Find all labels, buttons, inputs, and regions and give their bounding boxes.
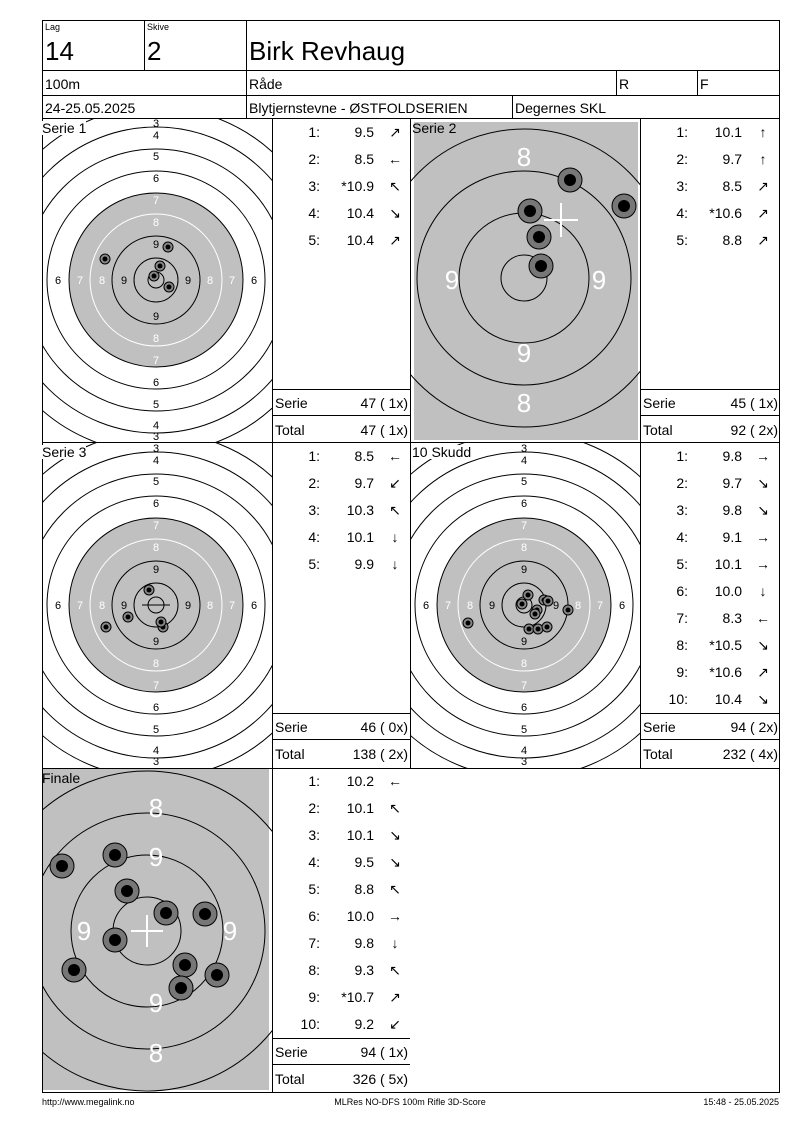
ring-label: 6 [520,498,528,510]
shot-direction-arrow-icon: ↓ [391,556,399,572]
total-label: Total [275,746,305,762]
target-serie-1 [43,119,272,442]
shot-value: 9.7 [722,475,742,491]
shot-direction-arrow-icon: ← [388,151,402,167]
ring-label: 8 [152,217,160,229]
shot-value: 10.3 [346,502,374,518]
panel-title-10-skudd: 10 Skudd [412,444,472,460]
shot-direction-arrow-icon: ↘ [757,691,769,707]
shot-value: 10.1 [714,556,742,572]
ring-label: 8 [152,333,160,345]
shot-number: 3: [308,502,320,518]
ring-label: 4 [152,420,160,432]
target-10-skudd [411,443,640,768]
shot-value: 10.2 [346,773,374,789]
shot-value: *10.6 [709,205,742,221]
ring-label: 8 [152,542,160,554]
shot-value: 9.1 [722,529,742,545]
ring-label: 9 [148,842,164,872]
shot-value: 9.7 [722,151,742,167]
ring-label: 7 [152,520,160,532]
ring-label: 8 [516,388,532,418]
skive-value: 2 [147,36,162,66]
shot-value: 10.1 [714,124,742,140]
total-value: 326 ( 5x) [352,1071,408,1087]
shot-value: 9.2 [354,1016,374,1032]
panel-title-serie-3: Serie 3 [42,444,87,460]
shot-value: 10.4 [346,232,374,248]
ring-label: 8 [466,600,474,612]
shot-number: 2: [676,151,688,167]
shot-value: *10.9 [341,178,374,194]
ring-label: 8 [98,600,106,612]
shot-number: 2: [308,151,320,167]
shot-value: 9.8 [354,935,374,951]
ring-label: 5 [520,476,528,488]
ring-label: 5 [520,724,528,736]
ring-label: 9 [152,239,160,251]
ring-label: 3 [152,119,160,130]
shot-direction-arrow-icon: ↗ [757,205,769,221]
shot-number: 6: [676,583,688,599]
shot-value: 10.4 [346,205,374,221]
shot-number: 8: [308,962,320,978]
shot-number: 7: [308,935,320,951]
ring-label: 8 [206,600,214,612]
ring-label: 3 [152,443,160,455]
target-serie-3 [43,443,272,768]
shot-value: 10.1 [346,800,374,816]
shot-number: 1: [676,124,688,140]
shot-direction-arrow-icon: ↘ [389,205,401,221]
ring-label: 6 [152,702,160,714]
ring-label: 9 [520,636,528,648]
shot-value: 9.8 [722,502,742,518]
ring-label: 9 [120,600,128,612]
ring-label: 8 [148,793,164,823]
shot-direction-arrow-icon: ← [388,448,402,464]
ring-label: 7 [228,600,236,612]
shot-value: 8.5 [722,178,742,194]
shooter-name: Birk Revhaug [249,36,406,66]
shot-value: 9.5 [354,124,374,140]
ring-label: 7 [444,600,452,612]
shot-value: 8.8 [354,881,374,897]
ring-label: 4 [152,130,160,142]
shot-direction-arrow-icon: ↘ [757,502,769,518]
shot-direction-arrow-icon: ↖ [389,502,401,518]
shot-number: 3: [308,178,320,194]
location: Råde [249,76,283,92]
shot-direction-arrow-icon: ↖ [389,178,401,194]
ring-label: 7 [152,355,160,367]
total-label: Total [643,422,673,438]
ring-label: 8 [574,600,582,612]
shot-value: 8.3 [722,610,742,626]
shot-value: 10.1 [346,827,374,843]
total-label: Total [275,1071,305,1087]
shot-number: 2: [308,475,320,491]
ring-label: 7 [152,195,160,207]
ring-label: 7 [596,600,604,612]
ring-label: 6 [54,600,62,612]
shot-number: 9: [308,989,320,1005]
ring-label: 4 [152,455,160,467]
shot-direction-arrow-icon: ↗ [389,232,401,248]
ring-label: 6 [520,702,528,714]
ring-label: 7 [152,680,160,692]
shot-direction-arrow-icon: ↘ [389,827,401,843]
shot-direction-arrow-icon: ↗ [757,664,769,680]
target-finale [43,769,272,1092]
ring-label: 9 [520,564,528,576]
ring-label: 7 [76,600,84,612]
ring-label: 7 [520,520,528,532]
club-name: Degernes SKL [515,100,607,116]
shot-value: 8.8 [722,232,742,248]
shot-direction-arrow-icon: ↖ [389,881,401,897]
footer-timestamp: 15:48 - 25.05.2025 [703,1097,779,1107]
shot-number: 5: [676,556,688,572]
ring-label: 7 [76,275,84,287]
shot-number: 5: [308,881,320,897]
shot-direction-arrow-icon: ↘ [757,637,769,653]
shot-direction-arrow-icon: ↗ [757,232,769,248]
ring-label: 9 [552,600,560,612]
ring-label: 4 [520,455,528,467]
ring-label: 9 [152,311,160,323]
total-value: 232 ( 4x) [722,746,778,762]
serie-value: 47 ( 1x) [360,395,408,411]
ring-label: 3 [152,431,160,442]
shot-direction-arrow-icon: ← [388,773,402,789]
ring-label: 9 [222,916,238,946]
shot-direction-arrow-icon: ↖ [389,962,401,978]
serie-value: 46 ( 0x) [360,719,408,735]
shot-direction-arrow-icon: ↙ [389,1016,401,1032]
ring-label: 6 [152,377,160,389]
ring-label: 5 [152,151,160,163]
shot-number: 7: [676,610,688,626]
shot-number: 1: [308,448,320,464]
ring-label: 8 [516,142,532,172]
shot-number: 3: [308,827,320,843]
serie-value: 45 ( 1x) [730,395,778,411]
date: 24-25.05.2025 [45,100,136,116]
ring-label: 3 [520,756,528,768]
shot-number: 1: [308,773,320,789]
distance: 100m [45,76,81,92]
ring-label: 6 [618,600,626,612]
ring-label: 6 [250,600,258,612]
shot-number: 8: [676,637,688,653]
ring-label: 9 [148,988,164,1018]
shot-direction-arrow-icon: ↑ [759,151,767,167]
ring-label: 9 [152,636,160,648]
skive-label: Skive [147,22,170,32]
ring-label: 6 [422,600,430,612]
ring-label: 6 [152,498,160,510]
shot-number: 4: [676,205,688,221]
ring-label: 4 [152,745,160,757]
ring-label: 9 [76,916,92,946]
panel-title-finale: Finale [42,770,81,786]
ring-label: 8 [148,1038,164,1068]
shot-direction-arrow-icon: ↗ [757,178,769,194]
shot-direction-arrow-icon: ↓ [759,583,767,599]
shot-direction-arrow-icon: ↑ [759,124,767,140]
ring-label: 7 [520,680,528,692]
ring-label: 4 [520,745,528,757]
shot-value: 9.3 [354,962,374,978]
shot-direction-arrow-icon: ↘ [389,854,401,870]
ring-label: 8 [98,275,106,287]
shot-number: 2: [676,475,688,491]
shot-number: 3: [676,502,688,518]
ring-label: 8 [520,658,528,670]
ring-label: 8 [206,275,214,287]
shot-direction-arrow-icon: ↓ [391,935,399,951]
shot-value: 9.9 [354,556,374,572]
serie-label: Serie [643,719,676,735]
shot-number: 3: [676,178,688,194]
shot-direction-arrow-icon: ← [756,610,770,626]
ring-label: 3 [520,443,528,455]
ring-label: 6 [152,173,160,185]
shot-direction-arrow-icon: → [756,556,770,572]
ring-label: 9 [184,600,192,612]
r-label: R [619,76,630,92]
shot-value: 9.7 [354,475,374,491]
shot-direction-arrow-icon: ↗ [389,989,401,1005]
serie-label: Serie [643,395,676,411]
serie-label: Serie [275,395,308,411]
shot-number: 5: [308,232,320,248]
serie-value: 94 ( 2x) [730,719,778,735]
shot-number: 5: [308,556,320,572]
shot-value: *10.5 [709,637,742,653]
shot-direction-arrow-icon: ↓ [391,529,399,545]
ring-label: 5 [152,399,160,411]
total-value: 138 ( 2x) [352,746,408,762]
footer-program: MLRes NO-DFS 100m Rifle 3D-Score [334,1097,486,1107]
shot-number: 4: [676,529,688,545]
shot-number: 4: [308,205,320,221]
shot-value: 10.0 [346,908,374,924]
ring-label: 7 [228,275,236,287]
shot-value: 10.4 [714,691,742,707]
shot-value: *10.7 [341,989,374,1005]
target-serie-2 [411,119,640,442]
shot-direction-arrow-icon: ↖ [389,800,401,816]
shot-number: 4: [308,854,320,870]
ring-label: 9 [591,265,607,295]
shot-direction-arrow-icon: → [756,529,770,545]
shot-number: 2: [308,800,320,816]
shot-value: 9.5 [354,854,374,870]
ring-label: 5 [152,724,160,736]
shot-value: 10.0 [714,583,742,599]
shot-direction-arrow-icon: → [388,908,402,924]
shot-value: *10.6 [709,664,742,680]
shot-direction-arrow-icon: ↘ [757,475,769,491]
shot-value: 10.1 [346,529,374,545]
shot-value: 8.5 [354,151,374,167]
ring-label: 8 [152,658,160,670]
shot-number: 1: [308,124,320,140]
shot-direction-arrow-icon: ↙ [389,475,401,491]
ring-label: 9 [488,600,496,612]
lag-label: Lag [45,22,61,32]
shot-number: 5: [676,232,688,248]
shot-number: 1: [676,448,688,464]
shot-number: 10: [668,691,688,707]
shot-direction-arrow-icon: → [756,448,770,464]
shot-number: 4: [308,529,320,545]
ring-label: 5 [152,476,160,488]
shot-number: 6: [308,908,320,924]
total-label: Total [643,746,673,762]
shot-number: 10: [300,1016,320,1032]
panel-title-serie-2: Serie 2 [412,120,457,136]
ring-label: 3 [152,756,160,768]
serie-label: Serie [275,1044,308,1060]
ring-label: 9 [120,275,128,287]
panel-title-serie-1: Serie 1 [42,120,87,136]
ring-label: 9 [152,564,160,576]
shot-direction-arrow-icon: ↗ [389,124,401,140]
serie-label: Serie [275,719,308,735]
total-value: 47 ( 1x) [360,422,408,438]
ring-label: 6 [54,275,62,287]
shot-value: 9.8 [722,448,742,464]
serie-value: 94 ( 1x) [360,1044,408,1060]
ring-label: 6 [250,275,258,287]
f-label: F [700,76,709,92]
ring-label: 8 [520,542,528,554]
ring-label: 9 [444,265,460,295]
shot-number: 9: [676,664,688,680]
lag-value: 14 [45,36,74,66]
ring-label: 9 [184,275,192,287]
footer-url[interactable]: http://www.megalink.no [42,1097,135,1107]
total-value: 92 ( 2x) [730,422,778,438]
total-label: Total [275,422,305,438]
ring-label: 9 [516,338,532,368]
shot-value: 8.5 [354,448,374,464]
event-name: Blytjernstevne - ØSTFOLDSERIEN [249,100,468,116]
